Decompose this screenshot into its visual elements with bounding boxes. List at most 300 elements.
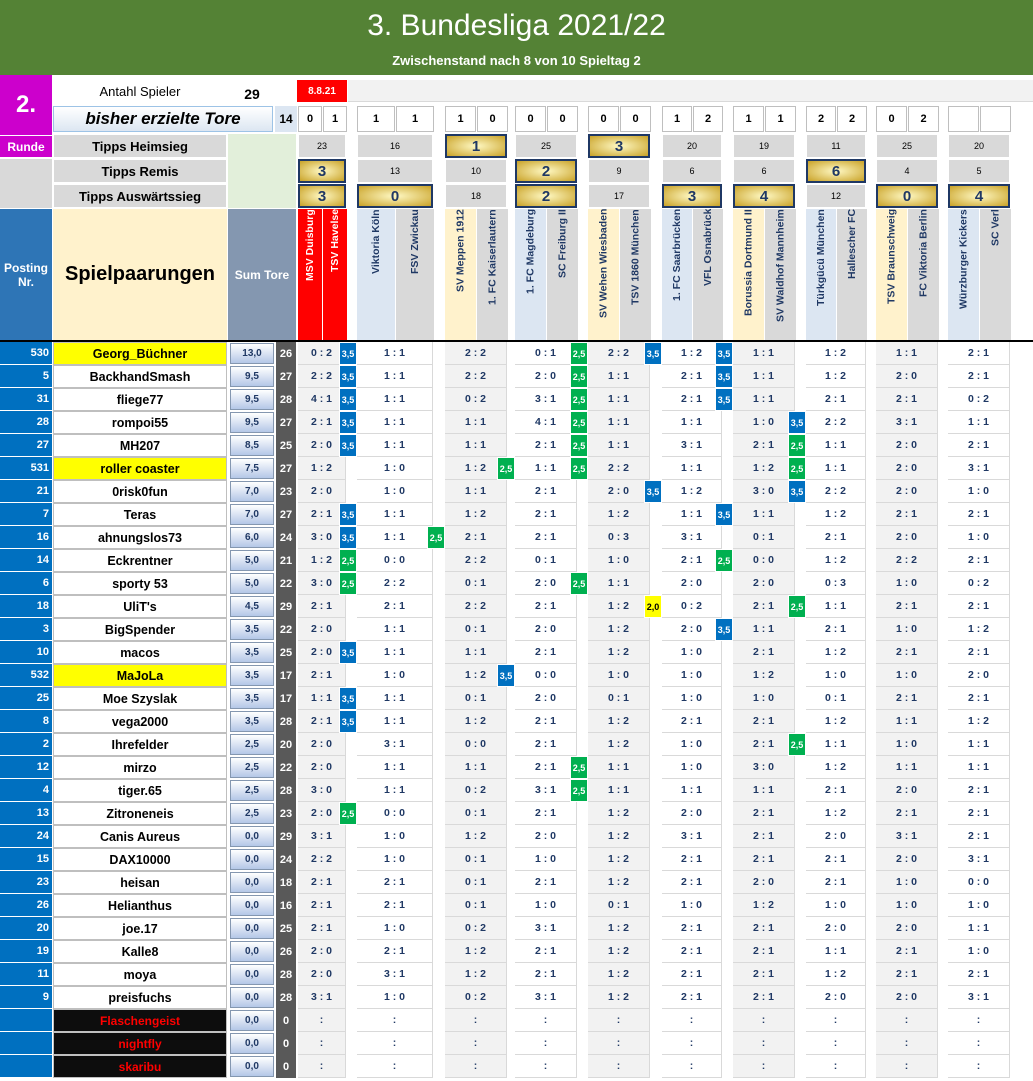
tip-3: 2 : 1 [515,940,577,963]
team-home-8: TSV Braunschweig [876,209,907,340]
tip-2: 1 : 2 [445,963,507,986]
tip-1: 1 : 1 [357,411,433,434]
tip-9: 1 : 1 [948,917,1010,940]
tore-count: 24 [276,848,296,871]
sum-score: 7,0 [230,481,274,502]
table-row [0,917,1033,940]
round-badge: 2. [0,75,52,135]
bonus-3: 2,5 [497,457,515,480]
bonus-6: 2,5 [715,549,733,572]
tip-6: 2 : 1 [733,848,795,871]
tore-count: 26 [276,342,296,365]
tip-7: 1 : 2 [806,641,866,664]
team-away-3: SC Freiburg II [547,209,578,340]
tip-5: : [662,1055,722,1078]
tip-1: 2 : 1 [357,871,433,894]
tipp-count-7-1: 6 [806,159,866,183]
table-row [0,871,1033,894]
bonus-1: 2,5 [339,802,357,825]
tore-count: 0 [276,1009,296,1032]
tip-5: : [662,1032,722,1055]
tip-3: 1 : 0 [515,894,577,917]
tip-1: 1 : 0 [357,986,433,1009]
bonus-4: 2,5 [570,388,588,411]
table-row [0,365,1033,388]
tip-2: 0 : 1 [445,687,507,710]
result-home-5: 1 [662,106,692,132]
table-row [0,641,1033,664]
tip-5: 1 : 0 [662,733,722,756]
team-home-0: MSV Duisburg [298,209,322,340]
sum-score: 3,5 [230,619,274,640]
title-bar [0,0,1033,75]
tipp-count-0-2: 3 [298,184,346,208]
tip-1: 1 : 0 [357,917,433,940]
tip-6: 1 : 1 [733,365,795,388]
bonus-4: 2,5 [570,365,588,388]
table-row [0,963,1033,986]
tipp-count-5-1: 6 [662,159,722,183]
bonus-1: 3,5 [339,411,357,434]
tip-5: 0 : 2 [662,595,722,618]
tore-count: 22 [276,572,296,595]
tip-3: 2 : 0 [515,825,577,848]
bonus-1: 3,5 [339,434,357,457]
sum-score: 5,0 [230,573,274,594]
tip-5: 2 : 1 [662,917,722,940]
tip-8: 2 : 0 [876,480,938,503]
tip-1: 1 : 1 [357,365,433,388]
tip-8: 1 : 0 [876,894,938,917]
bonus-7: 3,5 [788,480,806,503]
result-away-2: 0 [477,106,508,132]
tip-3: 2 : 0 [515,572,577,595]
tip-9: 2 : 0 [948,664,1010,687]
posting-nr [0,1009,52,1032]
tip-8: 2 : 0 [876,434,938,457]
result-away-4: 0 [620,106,651,132]
tip-2: : [445,1009,507,1032]
tip-7: 1 : 1 [806,940,866,963]
tip-6: 2 : 1 [733,710,795,733]
tip-7: 2 : 1 [806,526,866,549]
tip-4: 1 : 1 [588,756,650,779]
tip-5: 2 : 1 [662,848,722,871]
table-row [0,1009,1033,1032]
tip-6: 2 : 1 [733,595,795,618]
bonus-1: 3,5 [339,710,357,733]
posting-nr: 28 [0,411,52,434]
tip-3: 3 : 1 [515,917,577,940]
tip-7: 1 : 2 [806,342,866,365]
sum-score: 9,5 [230,389,274,410]
tore-count: 27 [276,411,296,434]
tore-count: 26 [276,940,296,963]
result-home-9 [948,106,979,132]
tipp-count-2-0: 1 [445,134,507,158]
tip-8: 2 : 2 [876,549,938,572]
tipp-count-2-2: 18 [445,184,507,208]
sum-score: 0,0 [230,941,274,962]
sum-score: 0,0 [230,1033,274,1054]
tore-count: 20 [276,733,296,756]
table-row [0,503,1033,526]
table-row [0,572,1033,595]
tip-4: 1 : 1 [588,434,650,457]
tip-7: 1 : 0 [806,664,866,687]
tip-2: 0 : 0 [445,733,507,756]
tip-7: 2 : 1 [806,388,866,411]
tore-count: 22 [276,618,296,641]
tip-3: 3 : 1 [515,986,577,1009]
tip-9: 1 : 0 [948,526,1010,549]
player-name: skaribu [53,1055,227,1078]
posting-nr: 2 [0,733,52,756]
player-name: MaJoLa [53,664,227,687]
table-row [0,848,1033,871]
player-name: Eckrentner [53,549,227,572]
tipp-count-7-2: 12 [806,184,866,208]
bonus-1: 3,5 [339,526,357,549]
tip-1: : [357,1055,433,1078]
tip-8: : [876,1009,938,1032]
tip-8: 2 : 1 [876,802,938,825]
tip-9: 2 : 1 [948,503,1010,526]
posting-nr: 10 [0,641,52,664]
posting-nr: 6 [0,572,52,595]
tip-0: 3 : 0 [298,779,346,802]
tip-7: 1 : 1 [806,733,866,756]
tore-count: 28 [276,388,296,411]
tip-2: 1 : 1 [445,480,507,503]
posting-nr: 16 [0,526,52,549]
player-name: rompoi55 [53,411,227,434]
tip-2: 1 : 2 [445,664,507,687]
tip-3: 2 : 1 [515,963,577,986]
tip-6: 1 : 1 [733,779,795,802]
tore-count: 25 [276,434,296,457]
tip-4: 1 : 2 [588,802,650,825]
player-name: mirzo [53,756,227,779]
tip-0: 1 : 1 [298,687,346,710]
tore-label: bisher erzielte Tore [53,106,273,132]
posting-nr: 7 [0,503,52,526]
table-row [0,825,1033,848]
sum-score: 2,5 [230,734,274,755]
posting-nr: 9 [0,986,52,1009]
result-home-7: 2 [806,106,836,132]
tipp-count-9-1: 5 [948,159,1010,183]
sum-score: 7,0 [230,504,274,525]
tip-4: : [588,1055,650,1078]
player-name: fliege77 [53,388,227,411]
tip-0: 2 : 1 [298,664,346,687]
tip-8: 2 : 1 [876,963,938,986]
tip-3: : [515,1055,577,1078]
tip-3: : [515,1032,577,1055]
tip-0: 2 : 1 [298,917,346,940]
player-name: Flaschengeist [53,1009,227,1032]
posting-nr: 5 [0,365,52,388]
tip-8: 2 : 0 [876,848,938,871]
posting-nr: 12 [0,756,52,779]
table-row [0,802,1033,825]
tip-4: 1 : 1 [588,388,650,411]
tip-8: 1 : 0 [876,871,938,894]
tore-count: 28 [276,710,296,733]
tipp-count-1-1: 13 [357,159,433,183]
tip-5: 1 : 1 [662,503,722,526]
team-home-9: Würzburger Kickers [948,209,979,340]
tip-9: 2 : 1 [948,802,1010,825]
bonus-5: 3,5 [644,342,662,365]
tip-8: 2 : 0 [876,457,938,480]
tip-8: 1 : 1 [876,342,938,365]
bonus-6: 3,5 [715,365,733,388]
team-away-2: 1. FC Kaiserlautern [477,209,508,340]
tore-count: 29 [276,595,296,618]
tipp-count-5-0: 20 [662,134,722,158]
tipps-heimsieg-label: Tipps Heimsieg [53,134,227,158]
bonus-1: 3,5 [339,388,357,411]
tip-5: 2 : 1 [662,871,722,894]
tip-2: 2 : 2 [445,595,507,618]
tip-5: 2 : 1 [662,365,722,388]
tip-4: : [588,1009,650,1032]
tip-5: 3 : 1 [662,434,722,457]
tip-5: 1 : 1 [662,411,722,434]
tip-2: : [445,1055,507,1078]
page-subtitle: Zwischenstand nach 8 von 10 Spieltag 2 [392,53,641,68]
tip-8: 1 : 0 [876,733,938,756]
result-home-3: 0 [515,106,546,132]
tip-7: 1 : 1 [806,595,866,618]
tip-4: 1 : 2 [588,710,650,733]
posting-nr: 531 [0,457,52,480]
sum-score: 0,0 [230,872,274,893]
bonus-3: 3,5 [497,664,515,687]
tip-4: 1 : 2 [588,940,650,963]
tore-count: 28 [276,963,296,986]
sum-score: 0,0 [230,987,274,1008]
tipp-count-8-2: 0 [876,184,938,208]
tip-2: 0 : 1 [445,894,507,917]
team-home-4: SV Wehen Wiesbaden [588,209,619,340]
tip-1: 1 : 1 [357,779,433,802]
tipps-green-cell [228,134,296,208]
tip-3: 0 : 1 [515,342,577,365]
tip-1: 1 : 0 [357,664,433,687]
tip-3: 0 : 0 [515,664,577,687]
tip-7: 1 : 1 [806,434,866,457]
tip-7: 1 : 2 [806,963,866,986]
team-home-3: 1. FC Magdeburg [515,209,546,340]
tip-0: 2 : 0 [298,618,346,641]
tip-5: 1 : 2 [662,480,722,503]
tip-9: 1 : 1 [948,411,1010,434]
tip-5: 2 : 1 [662,986,722,1009]
player-name: vega2000 [53,710,227,733]
tip-5: 1 : 0 [662,894,722,917]
tore-count: 29 [276,825,296,848]
tip-7: 2 : 0 [806,917,866,940]
result-home-4: 0 [588,106,619,132]
tip-4: 1 : 2 [588,618,650,641]
tip-8: 1 : 0 [876,664,938,687]
tip-0: 2 : 0 [298,963,346,986]
tip-0: 2 : 0 [298,733,346,756]
tip-6: 2 : 1 [733,940,795,963]
tip-7: 1 : 2 [806,802,866,825]
posting-nr: 532 [0,664,52,687]
tip-2: 1 : 2 [445,710,507,733]
posting-nr: 21 [0,480,52,503]
tip-5: 1 : 0 [662,756,722,779]
bonus-6: 3,5 [715,388,733,411]
tip-4: 2 : 0 [588,480,650,503]
tip-3: 1 : 1 [515,457,577,480]
tip-4: 1 : 2 [588,825,650,848]
sum-score: 0,0 [230,849,274,870]
tip-1: 2 : 1 [357,894,433,917]
tipps-remis-label: Tipps Remis [53,159,227,183]
tip-8: 3 : 1 [876,825,938,848]
tip-6: 1 : 1 [733,388,795,411]
tipp-count-5-2: 3 [662,184,722,208]
tipp-count-4-0: 3 [588,134,650,158]
tipp-count-8-0: 25 [876,134,938,158]
tip-7: 1 : 2 [806,365,866,388]
tipp-count-3-1: 2 [515,159,577,183]
tip-7: 0 : 1 [806,687,866,710]
tip-0: 2 : 0 [298,434,346,457]
tip-9: 0 : 2 [948,388,1010,411]
posting-nr: 3 [0,618,52,641]
bonus-6: 3,5 [715,618,733,641]
tip-2: 2 : 2 [445,549,507,572]
tore-count: 16 [276,894,296,917]
tip-8: : [876,1055,938,1078]
tip-7: 2 : 2 [806,411,866,434]
tipps-auswaerts-label: Tipps Auswärtssieg [53,184,227,208]
tipp-count-8-1: 4 [876,159,938,183]
tip-8: 1 : 0 [876,618,938,641]
tip-4: 0 : 1 [588,687,650,710]
player-name: joe.17 [53,917,227,940]
tip-8: 2 : 0 [876,986,938,1009]
result-away-0: 1 [323,106,347,132]
tip-5: 1 : 2 [662,342,722,365]
tip-7: : [806,1009,866,1032]
tipp-count-9-0: 20 [948,134,1010,158]
team-home-5: 1. FC Saarbrücken [662,209,692,340]
tip-9: 1 : 0 [948,940,1010,963]
tip-3: 2 : 1 [515,733,577,756]
player-name: Moe Szyslak [53,687,227,710]
tip-8: 2 : 0 [876,365,938,388]
tipp-count-6-2: 4 [733,184,795,208]
tip-4: 1 : 2 [588,595,650,618]
tip-1: 1 : 0 [357,480,433,503]
tip-0: 3 : 1 [298,825,346,848]
tip-8: 3 : 1 [876,411,938,434]
tip-6: 2 : 1 [733,641,795,664]
tip-7: 1 : 2 [806,503,866,526]
tip-7: : [806,1055,866,1078]
tipp-count-3-2: 2 [515,184,577,208]
table-row [0,526,1033,549]
tip-0: 0 : 2 [298,342,346,365]
tip-0: 2 : 1 [298,871,346,894]
tip-2: 0 : 1 [445,848,507,871]
sum-score: 13,0 [230,343,274,364]
tip-0: 2 : 2 [298,365,346,388]
tip-0: 2 : 1 [298,894,346,917]
posting-nr: 23 [0,871,52,894]
tip-6: 3 : 0 [733,480,795,503]
tip-5: 2 : 0 [662,618,722,641]
tip-6: 2 : 1 [733,986,795,1009]
tip-2: 1 : 1 [445,641,507,664]
bonus-4: 2,5 [570,434,588,457]
tip-2: 0 : 2 [445,779,507,802]
result-away-6: 1 [765,106,796,132]
tip-6: 1 : 1 [733,618,795,641]
table-row [0,940,1033,963]
bonus-1: 3,5 [339,687,357,710]
posting-nr: 13 [0,802,52,825]
sum-score: 2,5 [230,757,274,778]
tip-9: 2 : 1 [948,963,1010,986]
tip-3: 2 : 1 [515,595,577,618]
sum-score: 0,0 [230,1010,274,1031]
tip-3: 3 : 1 [515,779,577,802]
spieler-label: Antahl Spieler [99,83,181,99]
bonus-4: 2,5 [570,572,588,595]
tip-0: 3 : 0 [298,572,346,595]
bonus-5: 3,5 [644,480,662,503]
tore-count: 25 [276,641,296,664]
player-name: MH207 [53,434,227,457]
table-row [0,687,1033,710]
posting-nr: 14 [0,549,52,572]
tip-8: 2 : 0 [876,917,938,940]
tip-6: 2 : 1 [733,825,795,848]
bonus-2: 2,5 [427,526,445,549]
tore-count: 28 [276,986,296,1009]
bonus-7: 2,5 [788,733,806,756]
posting-nr: 18 [0,595,52,618]
bonus-1: 3,5 [339,503,357,526]
tip-5: 2 : 1 [662,963,722,986]
bonus-7: 2,5 [788,434,806,457]
player-name: roller coaster [53,457,227,480]
sum-score: 8,5 [230,435,274,456]
tipp-count-0-0: 23 [298,134,346,158]
tip-9: 1 : 1 [948,733,1010,756]
tip-6: : [733,1009,795,1032]
tip-9: 1 : 1 [948,756,1010,779]
posting-nr: 24 [0,825,52,848]
tip-0: 1 : 2 [298,457,346,480]
result-away-1: 1 [396,106,434,132]
tip-0: 2 : 0 [298,756,346,779]
result-away-7: 2 [837,106,867,132]
tip-4: 2 : 2 [588,342,650,365]
tipps-gray-left [0,159,52,208]
tip-3: 2 : 0 [515,365,577,388]
tip-2: 1 : 2 [445,825,507,848]
